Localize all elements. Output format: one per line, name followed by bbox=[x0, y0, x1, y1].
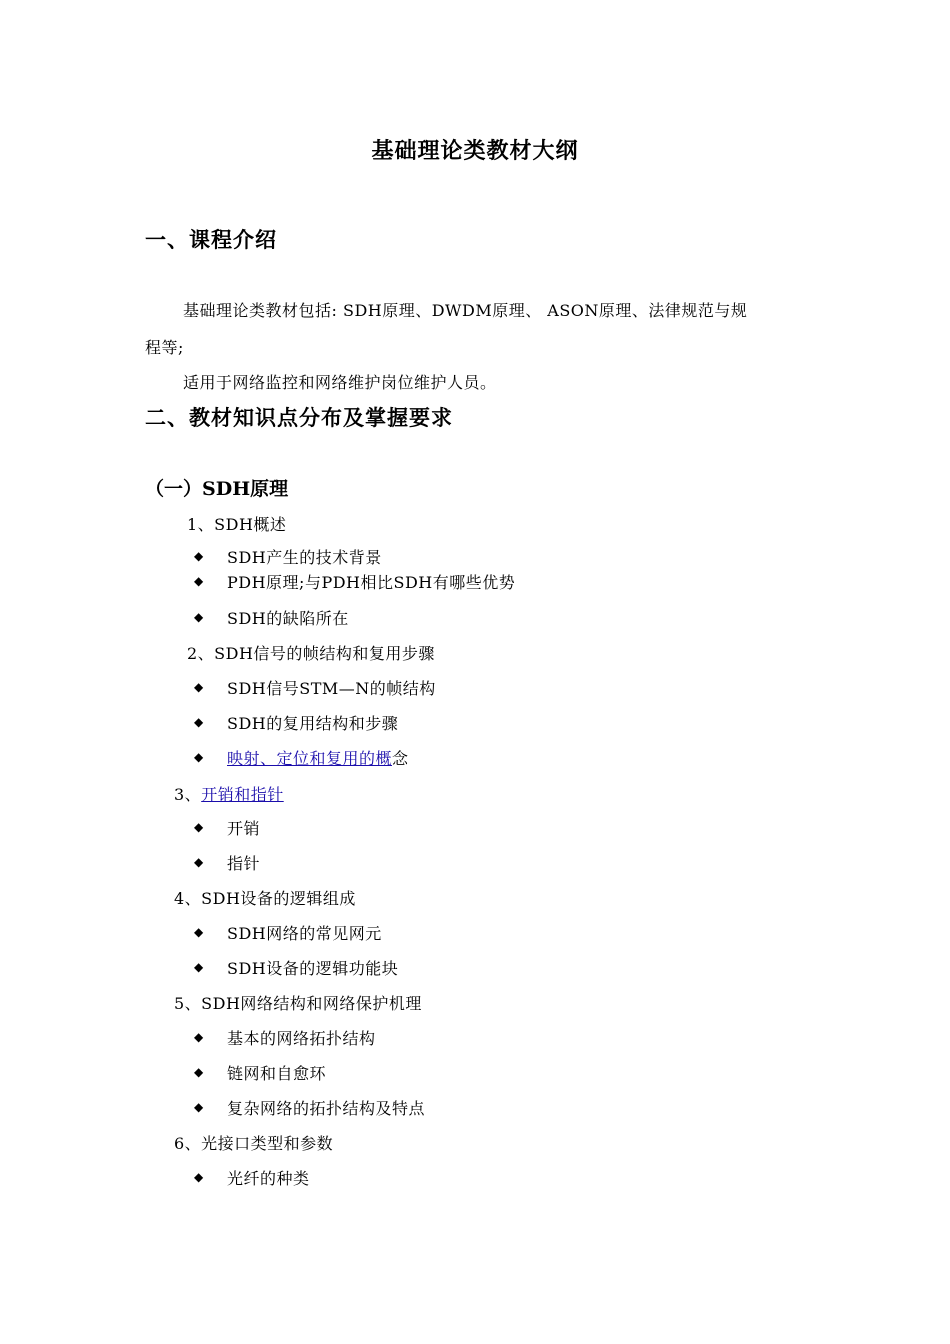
diamond-bullet-icon bbox=[194, 1031, 206, 1043]
document-title: 基础理论类教材大纲 bbox=[371, 138, 579, 164]
bullet-text: 光纤的种类 bbox=[227, 1169, 310, 1188]
diamond-bullet-icon bbox=[194, 550, 206, 562]
bullet-text: SDH网络的常见网元 bbox=[227, 924, 382, 943]
bullet-text: SDH的复用结构和步骤 bbox=[227, 714, 399, 733]
bullet-text: PDH原理;与PDH相比SDH有哪些优势 bbox=[227, 573, 516, 592]
diamond-bullet-icon bbox=[194, 961, 206, 973]
outline-item-optical-interface: 6、光接口类型和参数 bbox=[174, 1134, 334, 1153]
outline-item-overhead-pointer bbox=[174, 782, 284, 805]
diamond-bullet-icon bbox=[194, 575, 206, 587]
outline-item-logical-composition: 4、SDH设备的逻辑组成 bbox=[174, 889, 356, 908]
bullet-text: SDH产生的技术背景 bbox=[227, 548, 382, 567]
outline-item-sdh-overview: 1、SDH概述 bbox=[187, 515, 287, 534]
diamond-bullet-icon bbox=[194, 1101, 206, 1113]
bullet-text: 开销 bbox=[227, 819, 261, 838]
outline-item-prefix: 3、 bbox=[174, 785, 202, 804]
intro-paragraph-line2: 程等; bbox=[145, 338, 184, 357]
section-heading-course-intro: 一、课程介绍 bbox=[145, 227, 277, 252]
diamond-bullet-icon bbox=[194, 856, 206, 868]
bullet-text: SDH设备的逻辑功能块 bbox=[227, 959, 399, 978]
overhead-pointer-link[interactable]: 开销和指针 bbox=[201, 785, 284, 804]
diamond-bullet-icon bbox=[194, 926, 206, 938]
diamond-bullet-icon bbox=[194, 821, 206, 833]
bullet-text: 复杂网络的拓扑结构及特点 bbox=[227, 1099, 426, 1118]
outline-item-network-protection: 5、SDH网络结构和网络保护机理 bbox=[174, 994, 422, 1013]
intro-paragraph-audience: 适用于网络监控和网络维护岗位维护人员。 bbox=[183, 373, 497, 392]
diamond-bullet-icon bbox=[194, 716, 206, 728]
diamond-bullet-icon bbox=[194, 681, 206, 693]
mapping-concept-link[interactable]: 映射、定位和复用的概 bbox=[227, 749, 393, 768]
outline-item-frame-structure: 2、SDH信号的帧结构和复用步骤 bbox=[187, 644, 435, 663]
bullet-text: 指针 bbox=[227, 854, 261, 873]
mapping-concept-tail: 念 bbox=[392, 749, 409, 768]
section-heading-knowledge-points: 二、教材知识点分布及掌握要求 bbox=[145, 405, 453, 430]
bullet-text: 链网和自愈环 bbox=[227, 1064, 327, 1083]
bullet-text: 基本的网络拓扑结构 bbox=[227, 1029, 376, 1048]
diamond-bullet-icon bbox=[194, 611, 206, 623]
bullet-text: SDH的缺陷所在 bbox=[227, 609, 349, 628]
subsection-heading-sdh: （一）SDH原理 bbox=[145, 478, 289, 500]
bullet-text-mapping bbox=[227, 746, 409, 769]
bullet-text: SDH信号STM—N的帧结构 bbox=[227, 679, 436, 698]
diamond-bullet-icon bbox=[194, 1066, 206, 1078]
diamond-bullet-icon bbox=[194, 751, 206, 763]
diamond-bullet-icon bbox=[194, 1171, 206, 1183]
intro-paragraph-line1: 基础理论类教材包括: SDH原理、DWDM原理、 ASON原理、法律规范与规 bbox=[183, 301, 748, 320]
